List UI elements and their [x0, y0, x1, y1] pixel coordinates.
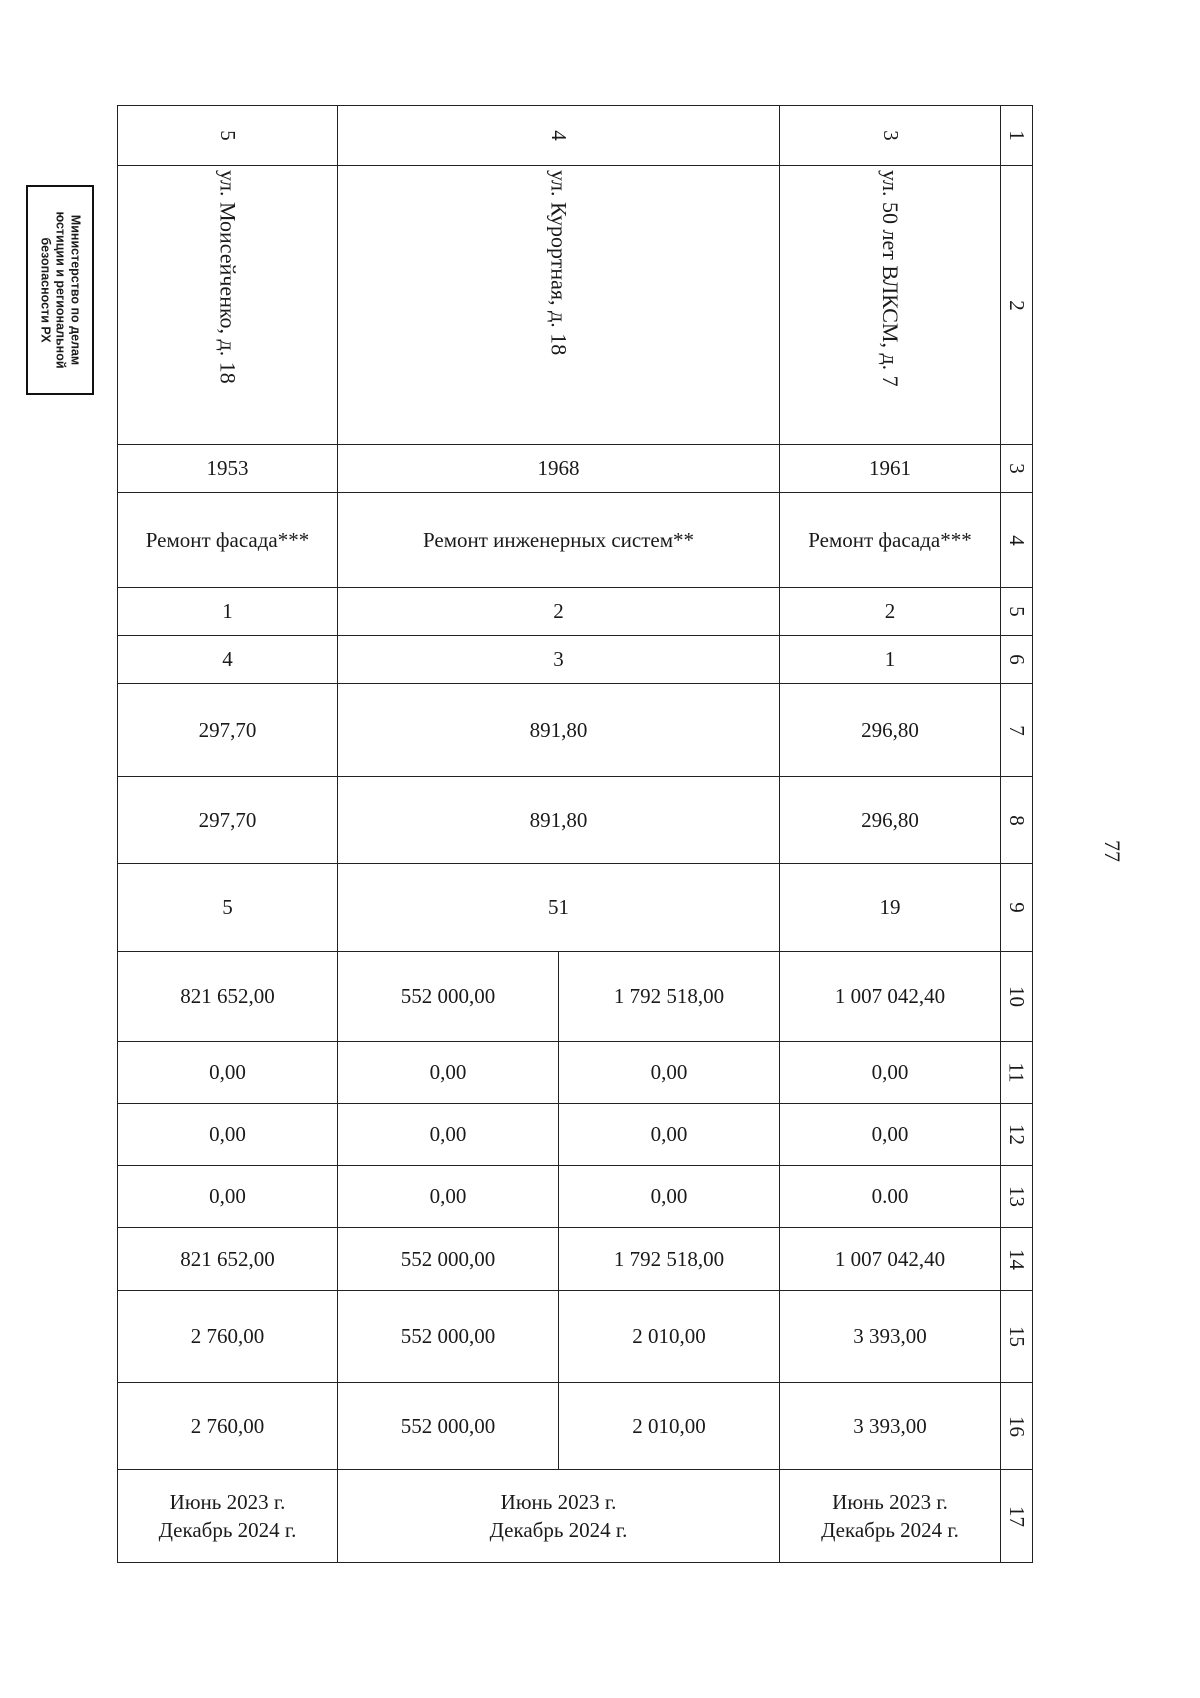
table-row	[118, 1383, 1033, 1470]
table-cell: 821 652,00	[118, 952, 338, 1042]
table-row	[118, 636, 1033, 684]
table-cell: 2	[338, 588, 780, 636]
table-cell: 2 760,00	[118, 1383, 338, 1470]
table-cell: 1968	[338, 445, 780, 493]
table-cell: 4	[118, 636, 338, 684]
table-cell: 5	[118, 864, 338, 952]
ministry-stamp	[26, 185, 94, 395]
table-row	[118, 1104, 1033, 1166]
table-cell: 552 000,00	[338, 1383, 559, 1470]
table-row	[118, 445, 1033, 493]
table-row	[118, 1291, 1033, 1383]
table-cell: 1	[1001, 106, 1033, 166]
table-cell: 1961	[780, 445, 1001, 493]
stamp-line: юстиции и региональной	[53, 211, 68, 369]
table-row	[118, 588, 1033, 636]
table-cell: 0,00	[338, 1042, 559, 1104]
table-cell: 0,00	[780, 1042, 1001, 1104]
table-cell: 3	[338, 636, 780, 684]
table-cell: 296,80	[780, 684, 1001, 777]
table-cell: 0,00	[338, 1104, 559, 1166]
row-index: 10	[1001, 952, 1033, 1042]
table-cell: 821 652,00	[118, 1228, 338, 1291]
row-index: 9	[1001, 864, 1033, 952]
table-cell: 1 007 042,40	[780, 1228, 1001, 1291]
row-index: 6	[1001, 636, 1033, 684]
row-index: 2	[1001, 166, 1033, 445]
table-cell: 2 010,00	[559, 1291, 780, 1383]
table-row	[118, 166, 1033, 445]
table-cell: 1 007 042,40	[780, 952, 1001, 1042]
row-index: 5	[1001, 588, 1033, 636]
table-cell: Ремонт инженерных систем**	[338, 493, 780, 588]
table-cell: 4	[338, 106, 780, 166]
table-cell: 1	[780, 636, 1001, 684]
table-cell: 0.00	[780, 1166, 1001, 1228]
address-cell: ул. Курортная, д. 18	[338, 166, 780, 445]
table-row	[118, 106, 1033, 166]
row-index: 3	[1001, 445, 1033, 493]
table-cell: 3 393,00	[780, 1383, 1001, 1470]
period-cell: Июнь 2023 г. Декабрь 2024 г.	[780, 1470, 1001, 1563]
table-cell: 19	[780, 864, 1001, 952]
table-cell: 552 000,00	[338, 952, 559, 1042]
table-cell: 0,00	[338, 1166, 559, 1228]
table-cell: 297,70	[118, 684, 338, 777]
table-cell: 891,80	[338, 777, 780, 864]
table-row	[118, 864, 1033, 952]
table-cell: 3 393,00	[780, 1291, 1001, 1383]
table-row	[118, 777, 1033, 864]
table-cell: 0,00	[118, 1104, 338, 1166]
table-cell: 296,80	[780, 777, 1001, 864]
table-cell: 0,00	[559, 1042, 780, 1104]
row-index: 14	[1001, 1228, 1033, 1291]
row-index: 12	[1001, 1104, 1033, 1166]
table-cell: 3	[780, 106, 1001, 166]
table-row	[118, 1470, 1033, 1563]
table-cell: 891,80	[338, 684, 780, 777]
table-cell: 2	[780, 588, 1001, 636]
table-cell: 1	[118, 588, 338, 636]
period-cell: Июнь 2023 г. Декабрь 2024 г.	[118, 1470, 338, 1563]
page-number: 77	[1100, 840, 1125, 862]
table-cell: 1 792 518,00	[559, 952, 780, 1042]
address-cell: ул. 50 лет ВЛКСМ, д. 7	[780, 166, 1001, 445]
table-cell: 552 000,00	[338, 1291, 559, 1383]
stamp-line: Министерство по делам	[68, 214, 83, 366]
row-index: 17	[1001, 1470, 1033, 1563]
table-cell: 1 792 518,00	[559, 1228, 780, 1291]
address-cell: ул. Моисейченко, д. 18	[118, 166, 338, 445]
table-cell: 1953	[118, 445, 338, 493]
table-row	[118, 684, 1033, 777]
table-cell: 2 010,00	[559, 1383, 780, 1470]
row-index: 8	[1001, 777, 1033, 864]
row-index: 16	[1001, 1383, 1033, 1470]
table-row	[118, 952, 1033, 1042]
table-row	[118, 1042, 1033, 1104]
table-cell: Ремонт фасада***	[118, 493, 338, 588]
table-row	[118, 1166, 1033, 1228]
table-cell: 0,00	[780, 1104, 1001, 1166]
table-cell: 5	[118, 106, 338, 166]
table-row	[118, 1228, 1033, 1291]
row-index: 11	[1001, 1042, 1033, 1104]
table-cell: 0,00	[118, 1042, 338, 1104]
row-index: 4	[1001, 493, 1033, 588]
repair-schedule-table	[117, 105, 1033, 1563]
table-cell: 297,70	[118, 777, 338, 864]
table-cell: 552 000,00	[338, 1228, 559, 1291]
row-index: 15	[1001, 1291, 1033, 1383]
period-cell: Июнь 2023 г. Декабрь 2024 г.	[338, 1470, 780, 1563]
stamp-line: безопасности РХ	[38, 237, 53, 343]
table-cell: 0,00	[559, 1104, 780, 1166]
table-row	[118, 493, 1033, 588]
table-cell: 2 760,00	[118, 1291, 338, 1383]
table-cell: 51	[338, 864, 780, 952]
row-index: 13	[1001, 1166, 1033, 1228]
table-cell: Ремонт фасада***	[780, 493, 1001, 588]
table-cell: 0,00	[118, 1166, 338, 1228]
table-cell: 0,00	[559, 1166, 780, 1228]
row-index: 7	[1001, 684, 1033, 777]
